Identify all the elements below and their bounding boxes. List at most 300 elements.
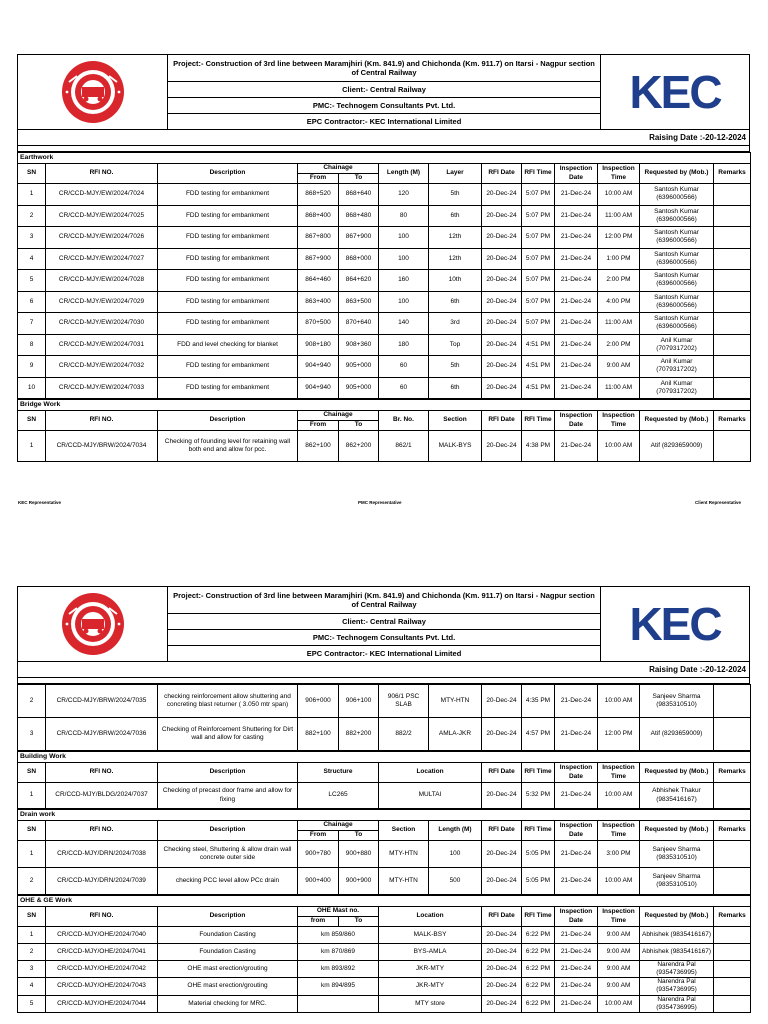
cell-inspection-time: 10:00 AM [598, 431, 640, 462]
cell-from: 900+400 [298, 868, 339, 895]
cell-sn: 1 [18, 927, 46, 944]
cell-from: 904+940 [298, 377, 339, 399]
cell-inspection-date: 21-Dec-24 [555, 377, 598, 399]
cell-inspection-time: 3:00 PM [598, 841, 640, 868]
cell-rfi-date: 20-Dec-24 [482, 685, 522, 718]
cell-requested-by: Abhishek (9835416167) [640, 927, 714, 944]
col-description: Description [158, 907, 298, 927]
table-row [18, 431, 751, 462]
col-description: Description [158, 411, 298, 431]
cell-length: 160 [379, 270, 429, 292]
kec-representative-label: KEC Representative [18, 500, 62, 505]
cell-length: 100 [379, 291, 429, 313]
raising-date: Raising Date :-20-12-2024 [18, 662, 750, 678]
cell-to: 882+200 [339, 718, 379, 751]
col-chainage: Chainage [298, 164, 379, 174]
col-chainage: Chainage [298, 821, 379, 831]
table-row [18, 313, 751, 335]
col-section: Section [429, 411, 482, 431]
table-row [18, 377, 751, 399]
cell-sn: 6 [18, 291, 46, 313]
table-row [18, 291, 751, 313]
cell-rfi-no: CR/CCD-MJY/OHE/2024/7043 [46, 978, 158, 995]
table-row [18, 205, 751, 227]
cell-inspection-date: 21-Dec-24 [555, 205, 598, 227]
cell-requested-by: Narendra Pal (9354736995) [640, 995, 714, 1012]
earthwork-table [17, 152, 751, 399]
cell-from: 908+180 [298, 334, 339, 356]
table-row [18, 685, 751, 718]
cell-remarks [714, 927, 751, 944]
cell-from: 868+400 [298, 205, 339, 227]
table-row [18, 995, 751, 1012]
col-description: Description [158, 821, 298, 841]
cell-to: 868+000 [339, 248, 379, 270]
cell-sn: 3 [18, 718, 46, 751]
cell-location: MULTAI [379, 783, 482, 809]
cell-from: 904+940 [298, 356, 339, 378]
cell-remarks [714, 377, 751, 399]
railway-emblem-icon [57, 590, 129, 658]
col-section: Section [379, 821, 429, 841]
table-row [18, 270, 751, 292]
cell-from: 906+000 [298, 685, 339, 718]
cell-inspection-date: 21-Dec-24 [555, 841, 598, 868]
cell-rfi-date: 20-Dec-24 [482, 783, 522, 809]
section-ohe-ge-work: OHE & GE Work [18, 896, 751, 907]
col-rfi-no: RFI NO. [46, 907, 158, 927]
cell-to: 868+640 [339, 184, 379, 206]
cell-layer: 5th [429, 184, 482, 206]
col-rfi-time: RFI Time [522, 821, 555, 841]
section-drain-work: Drain work [18, 810, 751, 821]
cell-rfi-no: CR/CCD-MJY/EW/2024/7024 [46, 184, 158, 206]
cell-requested-by: Santosh Kumar (6396000566) [640, 291, 714, 313]
cell-location: MTY store [379, 995, 482, 1012]
cell-length: 60 [379, 356, 429, 378]
cell-remarks [714, 313, 751, 335]
sheet-header [17, 586, 750, 684]
cell-remarks [714, 685, 751, 718]
col-inspection-date: Inspection Date [555, 164, 598, 184]
cell-inspection-time: 1:00 PM [598, 248, 640, 270]
indian-railways-logo [18, 587, 168, 662]
cell-requested-by: Abhishek (9835416167) [640, 944, 714, 961]
col-from: From [298, 421, 339, 431]
col-remarks: Remarks [714, 164, 751, 184]
cell-remarks [714, 783, 751, 809]
cell-inspection-time: 9:00 AM [598, 356, 640, 378]
cell-inspection-time: 2:00 PM [598, 270, 640, 292]
cell-sn: 4 [18, 978, 46, 995]
cell-remarks [714, 978, 751, 995]
cell-sn: 1 [18, 841, 46, 868]
table-row [18, 868, 751, 895]
col-remarks: Remarks [714, 821, 751, 841]
col-inspection-date: Inspection Date [555, 907, 598, 927]
cell-inspection-date: 21-Dec-24 [555, 718, 598, 751]
cell-rfi-no: CR/CCD-MJY/OHE/2024/7040 [46, 927, 158, 944]
col-from: from [298, 917, 339, 927]
col-inspection-time: Inspection Time [598, 164, 640, 184]
cell-rfi-date: 20-Dec-24 [482, 841, 522, 868]
cell-layer: 3rd [429, 313, 482, 335]
col-to: To [339, 917, 379, 927]
cell-to: 905+000 [339, 356, 379, 378]
cell-layer: 6th [429, 377, 482, 399]
cell-ohe-mast: km 894/895 [298, 978, 379, 995]
col-chainage: Chainage [298, 411, 379, 421]
col-rfi-date: RFI Date [482, 763, 522, 783]
cell-length: 100 [379, 248, 429, 270]
cell-description: OHE mast erection/grouting [158, 978, 298, 995]
cell-description: FDD and level checking for blanket [158, 334, 298, 356]
cell-description: FDD testing for embankment [158, 248, 298, 270]
cell-description: Material checking for MRC. [158, 995, 298, 1012]
cell-layer: 12th [429, 248, 482, 270]
cell-inspection-date: 21-Dec-24 [555, 184, 598, 206]
col-inspection-date: Inspection Date [555, 411, 598, 431]
cell-sn: 2 [18, 685, 46, 718]
cell-rfi-date: 20-Dec-24 [482, 978, 522, 995]
cell-inspection-time: 10:00 AM [598, 685, 640, 718]
col-requested-by: Requested by (Mob.) [640, 411, 714, 431]
cell-to: 900+900 [339, 868, 379, 895]
cell-rfi-date: 20-Dec-24 [482, 961, 522, 978]
cell-inspection-time: 10:00 AM [598, 184, 640, 206]
cell-remarks [714, 184, 751, 206]
cell-inspection-date: 21-Dec-24 [555, 868, 598, 895]
cell-requested-by: Anil Kumar (7079317202) [640, 356, 714, 378]
railway-emblem-icon [57, 58, 129, 126]
cell-rfi-date: 20-Dec-24 [482, 184, 522, 206]
pmc-label: PMC:- Technogem Consultants Pvt. Ltd. [168, 98, 601, 114]
kec-logo-text: KEC [629, 598, 721, 650]
col-rfi-date: RFI Date [482, 821, 522, 841]
col-requested-by: Requested by (Mob.) [640, 763, 714, 783]
cell-rfi-no: CR/CCD-MJY/BLDG/2024/7037 [46, 783, 158, 809]
cell-from: 867+900 [298, 248, 339, 270]
table-row [18, 927, 751, 944]
cell-description: FDD testing for embankment [158, 227, 298, 249]
col-rfi-date: RFI Date [482, 907, 522, 927]
cell-requested-by: Santosh Kumar (6396000566) [640, 205, 714, 227]
cell-length: 60 [379, 377, 429, 399]
cell-sn: 5 [18, 995, 46, 1012]
cell-to: 906+100 [339, 685, 379, 718]
cell-section: MTY-HTN [379, 841, 429, 868]
cell-length: 180 [379, 334, 429, 356]
bridge-work-continued-table [17, 684, 751, 751]
cell-description: Checking of precast door frame and allow for fixing [158, 783, 298, 809]
client-label: Client:- Central Railway [168, 614, 601, 630]
cell-requested-by: Santosh Kumar (6396000566) [640, 270, 714, 292]
cell-remarks [714, 291, 751, 313]
cell-description: checking PCC level allow PCc drain [158, 868, 298, 895]
cell-remarks [714, 841, 751, 868]
cell-description: Checking of Reinforcement Shuttering for Dirt wall and allow for casting [158, 718, 298, 751]
table-row [18, 356, 751, 378]
cell-rfi-time: 5:07 PM [522, 205, 555, 227]
cell-sn: 8 [18, 334, 46, 356]
cell-rfi-no: CR/CCD-MJY/BRW/2024/7036 [46, 718, 158, 751]
cell-inspection-time: 12:00 PM [598, 718, 640, 751]
cell-remarks [714, 270, 751, 292]
table-row [18, 944, 751, 961]
cell-description: FDD testing for embankment [158, 205, 298, 227]
col-to: To [339, 174, 379, 184]
cell-ohe-mast: km 859/860 [298, 927, 379, 944]
cell-from: 868+520 [298, 184, 339, 206]
cell-section: MALK-BYS [429, 431, 482, 462]
cell-from: 864+460 [298, 270, 339, 292]
cell-inspection-date: 21-Dec-24 [555, 270, 598, 292]
cell-rfi-date: 20-Dec-24 [482, 431, 522, 462]
cell-rfi-no: CR/CCD-MJY/OHE/2024/7044 [46, 995, 158, 1012]
table-row [18, 783, 751, 809]
cell-rfi-date: 20-Dec-24 [482, 334, 522, 356]
cell-requested-by: Abhishek Thakur (9835416167) [640, 783, 714, 809]
cell-remarks [714, 227, 751, 249]
cell-description: Checking steel, Shuttering & allow drain wall concrete outer side [158, 841, 298, 868]
cell-rfi-time: 4:51 PM [522, 334, 555, 356]
cell-sn: 2 [18, 868, 46, 895]
col-rfi-time: RFI Time [522, 411, 555, 431]
cell-requested-by: Anil Kumar (7079317202) [640, 377, 714, 399]
cell-requested-by: Sanjeev Sharma (9835310510) [640, 841, 714, 868]
cell-br-no: 862/1 [379, 431, 429, 462]
cell-rfi-time: 6:22 PM [522, 995, 555, 1012]
client-representative-label: Client Representative [695, 500, 742, 505]
cell-to: 864+620 [339, 270, 379, 292]
ohe-ge-work-table [17, 895, 751, 1013]
cell-inspection-time: 9:00 AM [598, 978, 640, 995]
cell-rfi-no: CR/CCD-MJY/EW/2024/7030 [46, 313, 158, 335]
cell-remarks [714, 356, 751, 378]
cell-length: 140 [379, 313, 429, 335]
client-label: Client:- Central Railway [168, 82, 601, 98]
cell-inspection-time: 10:00 AM [598, 995, 640, 1012]
cell-rfi-time: 4:38 PM [522, 431, 555, 462]
col-to: To [339, 421, 379, 431]
col-inspection-date: Inspection Date [555, 763, 598, 783]
col-rfi-no: RFI NO. [46, 411, 158, 431]
cell-requested-by: Santosh Kumar (6396000566) [640, 184, 714, 206]
cell-section: MTY-HTN [379, 868, 429, 895]
cell-rfi-date: 20-Dec-24 [482, 868, 522, 895]
col-requested-by: Requested by (Mob.) [640, 907, 714, 927]
cell-inspection-time: 4:00 PM [598, 291, 640, 313]
cell-remarks [714, 205, 751, 227]
cell-to: 900+880 [339, 841, 379, 868]
cell-rfi-no: CR/CCD-MJY/EW/2024/7025 [46, 205, 158, 227]
cell-from: 862+100 [298, 431, 339, 462]
cell-sn: 2 [18, 205, 46, 227]
section-building-work: Building Work [18, 752, 751, 763]
cell-rfi-time: 5:07 PM [522, 248, 555, 270]
col-description: Description [158, 164, 298, 184]
cell-rfi-time: 5:05 PM [522, 868, 555, 895]
col-remarks: Remarks [714, 907, 751, 927]
cell-ohe-mast [298, 995, 379, 1012]
cell-rfi-date: 20-Dec-24 [482, 248, 522, 270]
cell-sn: 1 [18, 431, 46, 462]
table-row [18, 718, 751, 751]
cell-length: 80 [379, 205, 429, 227]
cell-requested-by: Santosh Kumar (6396000566) [640, 248, 714, 270]
col-remarks: Remarks [714, 411, 751, 431]
cell-rfi-date: 20-Dec-24 [482, 356, 522, 378]
cell-from: 867+800 [298, 227, 339, 249]
col-br-no: Br. No. [379, 411, 429, 431]
cell-requested-by: Santosh Kumar (6396000566) [640, 313, 714, 335]
cell-requested-by: Sanjeev Sharma (9835310510) [640, 685, 714, 718]
cell-remarks [714, 944, 751, 961]
cell-section: MTY-HTN [429, 685, 482, 718]
col-structure: Structure [298, 763, 379, 783]
cell-br-no: 906/1 PSC SLAB [379, 685, 429, 718]
cell-location: JKR-MTY [379, 978, 482, 995]
sheet-header [17, 54, 750, 152]
cell-inspection-date: 21-Dec-24 [555, 248, 598, 270]
col-from: From [298, 831, 339, 841]
cell-requested-by: Anil Kumar (7079317202) [640, 334, 714, 356]
cell-rfi-time: 6:22 PM [522, 944, 555, 961]
cell-rfi-no: CR/CCD-MJY/BRW/2024/7034 [46, 431, 158, 462]
col-length: Length (M) [379, 164, 429, 184]
project-title: Project:- Construction of 3rd line between Maramjhiri (Km. 841.9) and Chichonda (Km. 911.7) on Itarsi - Nagpur section of Central Railway [168, 55, 601, 82]
cell-rfi-no: CR/CCD-MJY/EW/2024/7032 [46, 356, 158, 378]
col-inspection-time: Inspection Time [598, 763, 640, 783]
cell-rfi-no: CR/CCD-MJY/EW/2024/7029 [46, 291, 158, 313]
cell-rfi-no: CR/CCD-MJY/EW/2024/7028 [46, 270, 158, 292]
cell-inspection-date: 21-Dec-24 [555, 356, 598, 378]
cell-br-no: 882/2 [379, 718, 429, 751]
raising-date: Raising Date :-20-12-2024 [18, 130, 750, 146]
epc-label: EPC Contractor:- KEC International Limited [168, 646, 601, 662]
cell-remarks [714, 718, 751, 751]
cell-rfi-date: 20-Dec-24 [482, 313, 522, 335]
kec-logo-text: KEC [629, 66, 721, 118]
pmc-label: PMC:- Technogem Consultants Pvt. Ltd. [168, 630, 601, 646]
col-description: Description [158, 763, 298, 783]
col-location: Location [379, 763, 482, 783]
col-inspection-time: Inspection Time [598, 411, 640, 431]
cell-layer: Top [429, 334, 482, 356]
cell-sn: 1 [18, 184, 46, 206]
cell-layer: 12th [429, 227, 482, 249]
col-length: Length (M) [429, 821, 482, 841]
cell-location: JKR-MTY [379, 961, 482, 978]
drain-work-table [17, 809, 751, 895]
cell-rfi-no: CR/CCD-MJY/BRW/2024/7035 [46, 685, 158, 718]
col-rfi-no: RFI NO. [46, 763, 158, 783]
cell-rfi-time: 5:07 PM [522, 313, 555, 335]
cell-layer: 6th [429, 205, 482, 227]
cell-rfi-no: CR/CCD-MJY/OHE/2024/7042 [46, 961, 158, 978]
cell-remarks [714, 868, 751, 895]
cell-rfi-time: 4:57 PM [522, 718, 555, 751]
col-rfi-no: RFI NO. [46, 821, 158, 841]
epc-label: EPC Contractor:- KEC International Limited [168, 114, 601, 130]
cell-inspection-time: 10:00 AM [598, 783, 640, 809]
section-bridge-work: Bridge Work [18, 400, 751, 411]
cell-rfi-no: CR/CCD-MJY/DRN/2024/7039 [46, 868, 158, 895]
cell-description: FDD testing for embankment [158, 377, 298, 399]
col-sn: SN [18, 907, 46, 927]
cell-rfi-no: CR/CCD-MJY/EW/2024/7033 [46, 377, 158, 399]
cell-description: OHE mast erection/grouting [158, 961, 298, 978]
cell-sn: 9 [18, 356, 46, 378]
cell-inspection-date: 21-Dec-24 [555, 961, 598, 978]
cell-layer: 10th [429, 270, 482, 292]
cell-from: 882+100 [298, 718, 339, 751]
cell-sn: 7 [18, 313, 46, 335]
cell-inspection-date: 21-Dec-24 [555, 313, 598, 335]
cell-to: 867+900 [339, 227, 379, 249]
cell-rfi-no: CR/CCD-MJY/DRN/2024/7038 [46, 841, 158, 868]
cell-inspection-date: 21-Dec-24 [555, 334, 598, 356]
cell-rfi-no: CR/CCD-MJY/EW/2024/7027 [46, 248, 158, 270]
col-sn: SN [18, 164, 46, 184]
cell-description: FDD testing for embankment [158, 270, 298, 292]
kec-logo [601, 55, 750, 130]
cell-length: 100 [379, 227, 429, 249]
cell-inspection-time: 10:00 AM [598, 868, 640, 895]
col-rfi-date: RFI Date [482, 164, 522, 184]
cell-rfi-time: 4:51 PM [522, 377, 555, 399]
col-inspection-time: Inspection Time [598, 821, 640, 841]
col-requested-by: Requested by (Mob.) [640, 164, 714, 184]
cell-rfi-time: 5:07 PM [522, 291, 555, 313]
cell-inspection-time: 11:00 AM [598, 205, 640, 227]
cell-section: AMLA-JKR [429, 718, 482, 751]
col-requested-by: Requested by (Mob.) [640, 821, 714, 841]
cell-remarks [714, 995, 751, 1012]
cell-from: 863+400 [298, 291, 339, 313]
cell-length: 100 [429, 841, 482, 868]
cell-ohe-mast: km 893/892 [298, 961, 379, 978]
col-layer: Layer [429, 164, 482, 184]
col-ohe-mast: OHE Mast no. [298, 907, 379, 917]
cell-rfi-date: 20-Dec-24 [482, 718, 522, 751]
cell-rfi-time: 5:05 PM [522, 841, 555, 868]
cell-layer: 6th [429, 291, 482, 313]
cell-rfi-date: 20-Dec-24 [482, 205, 522, 227]
cell-inspection-time: 9:00 AM [598, 944, 640, 961]
cell-remarks [714, 334, 751, 356]
cell-rfi-date: 20-Dec-24 [482, 227, 522, 249]
cell-sn: 3 [18, 961, 46, 978]
col-from: From [298, 174, 339, 184]
cell-rfi-time: 6:22 PM [522, 927, 555, 944]
cell-rfi-date: 20-Dec-24 [482, 995, 522, 1012]
table-row [18, 978, 751, 995]
cell-rfi-date: 20-Dec-24 [482, 377, 522, 399]
cell-rfi-time: 4:51 PM [522, 356, 555, 378]
cell-inspection-time: 2:00 PM [598, 334, 640, 356]
cell-rfi-time: 5:07 PM [522, 227, 555, 249]
cell-from: 900+780 [298, 841, 339, 868]
table-row [18, 248, 751, 270]
cell-inspection-date: 21-Dec-24 [555, 995, 598, 1012]
table-row [18, 184, 751, 206]
cell-rfi-date: 20-Dec-24 [482, 944, 522, 961]
cell-rfi-date: 20-Dec-24 [482, 270, 522, 292]
rfi-sheet-page-2 [17, 586, 750, 1013]
cell-inspection-date: 21-Dec-24 [555, 227, 598, 249]
col-rfi-time: RFI Time [522, 164, 555, 184]
